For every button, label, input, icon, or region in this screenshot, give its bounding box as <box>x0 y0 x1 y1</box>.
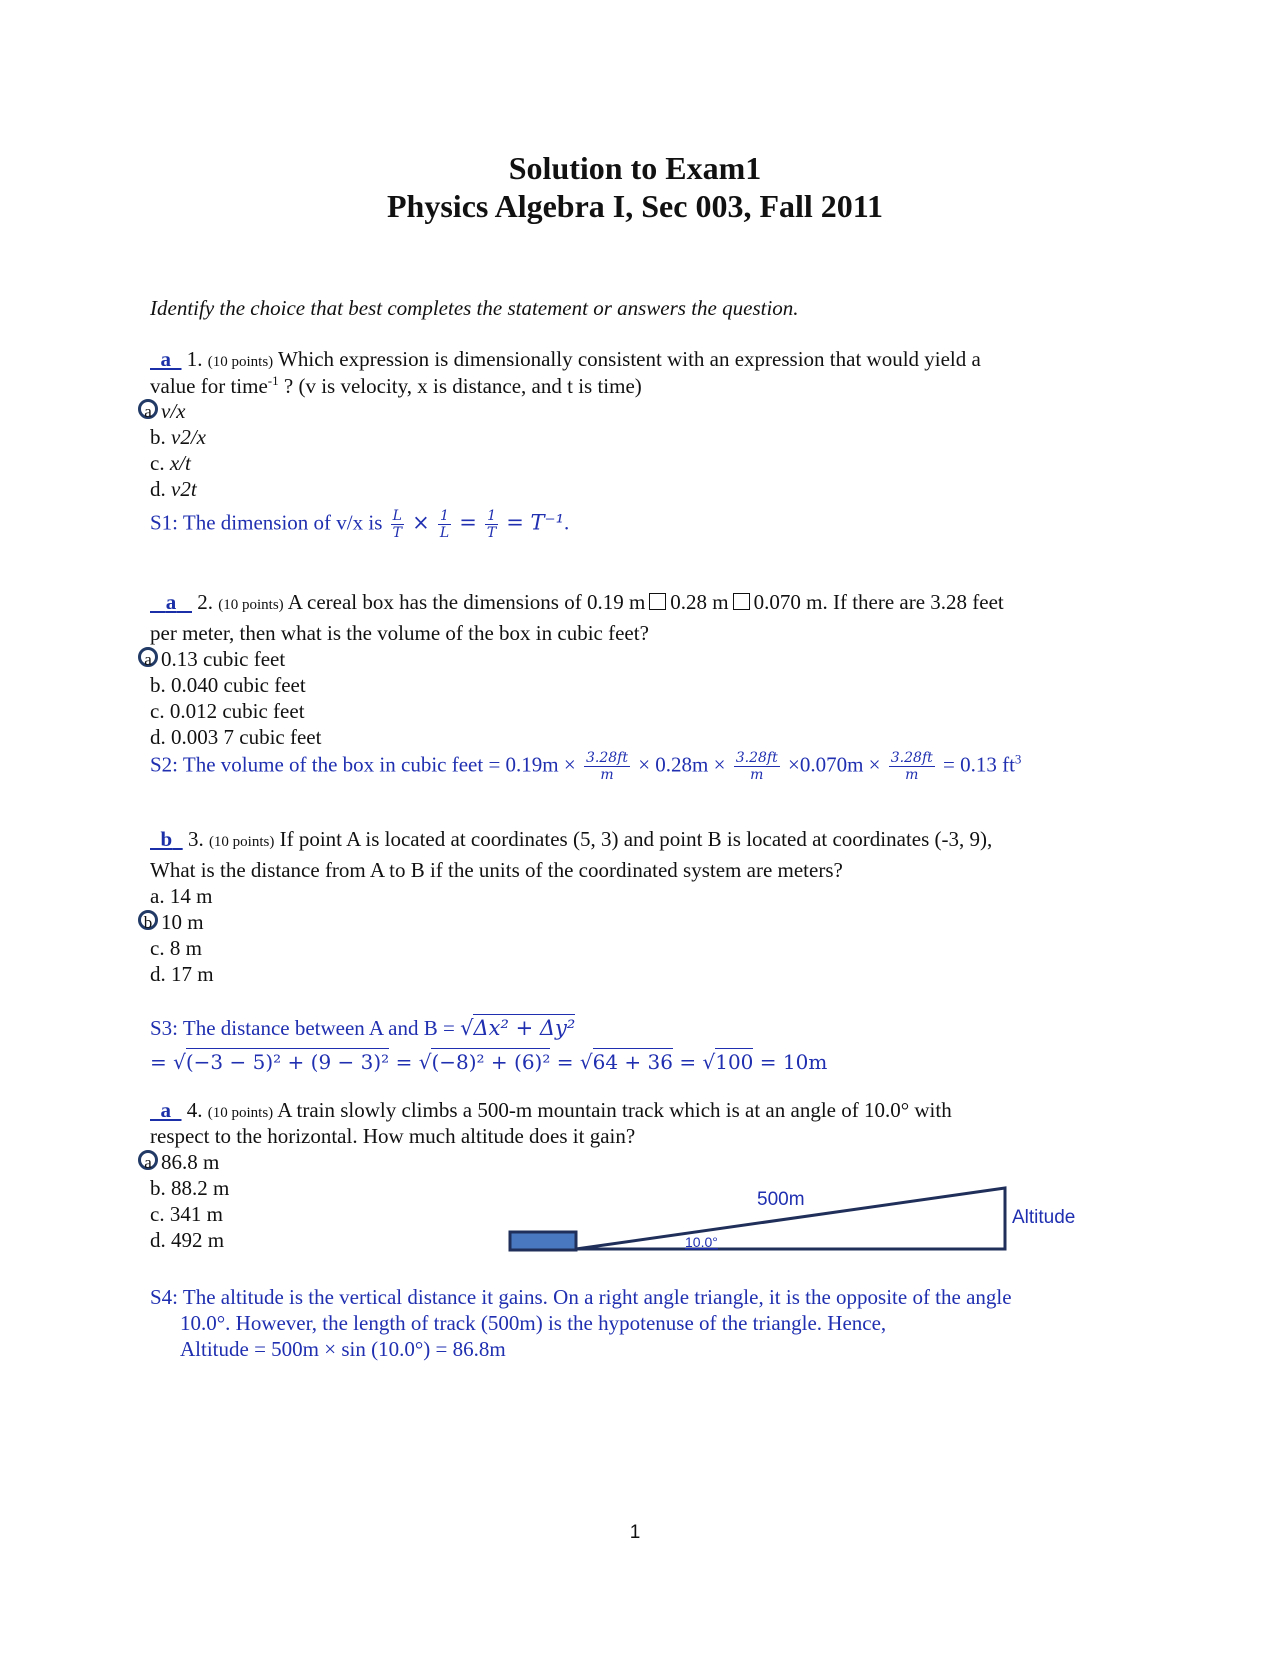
operator: = <box>556 1050 574 1074</box>
question-text: A train slowly climbs a 500-m mountain track which is at an angle of 10.0° with <box>277 1098 952 1122</box>
points-label: (10 points) <box>207 1105 274 1121</box>
option-text: v2/x <box>171 425 206 449</box>
option-text: 88.2 m <box>171 1176 230 1200</box>
option-2c <box>150 699 305 724</box>
fraction <box>391 508 404 541</box>
selected-circle-icon: a <box>138 399 158 419</box>
question-number: 3. <box>187 827 204 851</box>
option-text: 10 m <box>161 910 204 934</box>
question-text: Which expression is dimensionally consistent with an expression that would yield a <box>278 347 981 371</box>
denominator: T <box>486 525 497 541</box>
denominator: m <box>600 767 614 783</box>
operator: = <box>150 1050 167 1074</box>
sqrt-symbol: √ <box>173 1050 186 1074</box>
page-number: 1 <box>629 1522 641 1543</box>
option-text: v2t <box>171 477 197 501</box>
sqrt-symbol: √ <box>579 1050 593 1074</box>
option-1a <box>138 399 185 424</box>
result: = 10m <box>759 1050 828 1074</box>
fraction <box>889 750 935 783</box>
selected-circle-icon: a <box>138 647 158 667</box>
option-2d <box>150 725 321 750</box>
points-label: (10 points) <box>208 834 275 850</box>
numerator: 1 <box>487 508 496 524</box>
option-1b <box>150 425 206 450</box>
option-1c <box>150 451 191 476</box>
train-block <box>510 1232 576 1250</box>
solution-text: S3: The distance between A and B = <box>150 1016 461 1040</box>
option-4a <box>138 1150 219 1175</box>
question-1-line-2 <box>150 373 642 399</box>
option-letter: c. <box>150 1202 165 1226</box>
option-text: 492 m <box>171 1228 225 1252</box>
angle-label: 10.0° <box>685 1234 718 1250</box>
sqrt-content: (−3 − 5)² + (9 − 3)² <box>185 1050 390 1074</box>
incline-diagram <box>500 1180 1100 1280</box>
solution-3-line-2 <box>150 1050 827 1074</box>
missing-glyph-box-icon <box>733 593 750 610</box>
option-4d <box>150 1228 224 1253</box>
question-1-line-1 <box>150 347 981 372</box>
operator: × <box>412 510 430 535</box>
solution-text: S2: The volume of the box in cubic feet = 0.19m × <box>150 752 576 777</box>
question-text: 0.28 m <box>670 590 729 614</box>
option-text: v/x <box>161 399 186 423</box>
option-4c <box>150 1202 223 1227</box>
fraction <box>485 508 498 541</box>
option-text: 0.003 7 cubic feet <box>171 725 322 749</box>
sqrt-symbol: √ <box>702 1050 716 1074</box>
option-1d <box>150 477 197 502</box>
answer-blank-4: a <box>160 1098 171 1122</box>
question-number: 1. <box>186 347 203 371</box>
question-text: 0.070 m. If there are 3.28 feet <box>753 590 1004 614</box>
result: = 0.13 ft <box>943 752 1015 777</box>
points-label: (10 points) <box>218 597 284 613</box>
option-3d <box>150 962 214 987</box>
altitude-label: Altitude <box>1012 1207 1076 1228</box>
denominator: T <box>392 525 402 541</box>
solution-text: × 0.28m × <box>638 752 726 777</box>
denominator: m <box>750 767 764 783</box>
selected-circle-icon: a <box>138 1150 158 1170</box>
operator: = <box>395 1050 413 1074</box>
question-3-line-1 <box>150 827 992 852</box>
instructions: Identify the choice that best completes the statement or answers the question. <box>150 296 799 320</box>
answer-blank-3: b <box>160 827 173 851</box>
option-text: 341 m <box>169 1202 223 1226</box>
question-text: ? (v is velocity, x is distance, and t is time) <box>278 374 642 398</box>
option-text: 0.13 cubic feet <box>161 647 286 671</box>
answer-blank-2: a <box>165 590 177 614</box>
option-letter: c. <box>150 451 165 475</box>
points-label: (10 points) <box>207 354 274 370</box>
solution-text: ×0.070m × <box>787 752 881 777</box>
option-text: 8 m <box>169 936 202 960</box>
numerator: 3.28ft <box>585 750 628 766</box>
fraction <box>734 750 780 783</box>
superscript: -1 <box>267 373 279 388</box>
result: = T⁻¹ <box>506 510 565 535</box>
question-3-line-2: What is the distance from A to B if the units of the coordinated system are meters? <box>150 858 843 882</box>
option-letter: c. <box>150 699 165 723</box>
fraction <box>584 750 630 783</box>
solution-3-line-1 <box>150 1016 575 1041</box>
sqrt-content: Δx² + Δy² <box>473 1016 576 1040</box>
option-2b <box>150 673 306 698</box>
option-3b <box>138 910 204 935</box>
option-letter: d. <box>150 477 166 501</box>
question-number: 4. <box>186 1098 203 1122</box>
sqrt-symbol: √ <box>418 1050 432 1074</box>
missing-glyph-box-icon <box>649 593 666 610</box>
question-number: 2. <box>197 590 213 614</box>
question-2-line-1 <box>150 590 1004 615</box>
solution-4-line-1: S4: The altitude is the vertical distance it gains. On a right angle triangle, it is the opposite of the angle <box>150 1285 1012 1309</box>
option-4b <box>150 1176 229 1201</box>
option-letter: d. <box>150 962 166 986</box>
option-text: x/t <box>169 451 191 475</box>
question-text: If point A is located at coordinates (5, 3) and point B is located at coordinates (-3, 9), <box>279 827 993 851</box>
operator: = <box>679 1050 697 1074</box>
sqrt-symbol: √ <box>460 1016 474 1040</box>
option-letter: d. <box>150 1228 166 1252</box>
fraction <box>438 508 451 541</box>
option-3c <box>150 936 202 961</box>
sqrt-content: 64 + 36 <box>592 1050 673 1074</box>
page-title: Solution to Exam1 <box>508 150 762 186</box>
question-text: value for time <box>150 374 268 398</box>
solution-4-line-2: 10.0°. However, the length of track (500m) is the hypotenuse of the triangle. Hence, <box>180 1311 887 1335</box>
question-2-line-2: per meter, then what is the volume of the box in cubic feet? <box>150 621 649 645</box>
denominator: m <box>905 767 919 783</box>
sqrt-content: 100 <box>715 1050 754 1074</box>
superscript: 3 <box>1014 751 1022 767</box>
option-3a <box>150 884 212 909</box>
numerator: L <box>392 508 402 524</box>
solution-1 <box>150 508 569 541</box>
option-letter: c. <box>150 936 165 960</box>
option-letter: a. <box>150 884 165 908</box>
question-text: A cereal box has the dimensions of 0.19 m <box>287 590 646 614</box>
hypotenuse-label: 500m <box>757 1189 805 1210</box>
option-text: 0.012 cubic feet <box>169 699 305 723</box>
option-letter: b. <box>150 1176 166 1200</box>
option-text: 0.040 cubic feet <box>171 673 306 697</box>
sqrt-content: (−8)² + (6)² <box>431 1050 551 1074</box>
numerator: 3.28ft <box>890 750 933 766</box>
question-4-line-1 <box>150 1098 952 1123</box>
option-letter: b. <box>150 425 166 449</box>
solution-text: S1: The dimension of v/x is <box>150 510 383 535</box>
solution-2 <box>150 750 1021 783</box>
option-letter: b. <box>150 673 166 697</box>
answer-blank-1: a <box>160 347 171 371</box>
page-subtitle: Physics Algebra I, Sec 003, Fall 2011 <box>387 188 883 224</box>
option-text: 14 m <box>169 884 213 908</box>
option-2a <box>138 647 285 672</box>
operator: = <box>459 510 477 535</box>
denominator: L <box>439 525 450 541</box>
period: . <box>564 510 570 535</box>
selected-circle-icon: b <box>138 910 158 930</box>
option-letter: d. <box>150 725 166 749</box>
question-4-line-2: respect to the horizontal. How much altitude does it gain? <box>150 1124 636 1148</box>
numerator: 3.28ft <box>735 750 778 766</box>
numerator: 1 <box>440 508 449 524</box>
option-text: 86.8 m <box>161 1150 220 1174</box>
solution-4-line-3: Altitude = 500m × sin (10.0°) = 86.8m <box>180 1337 506 1361</box>
option-text: 17 m <box>171 962 214 986</box>
